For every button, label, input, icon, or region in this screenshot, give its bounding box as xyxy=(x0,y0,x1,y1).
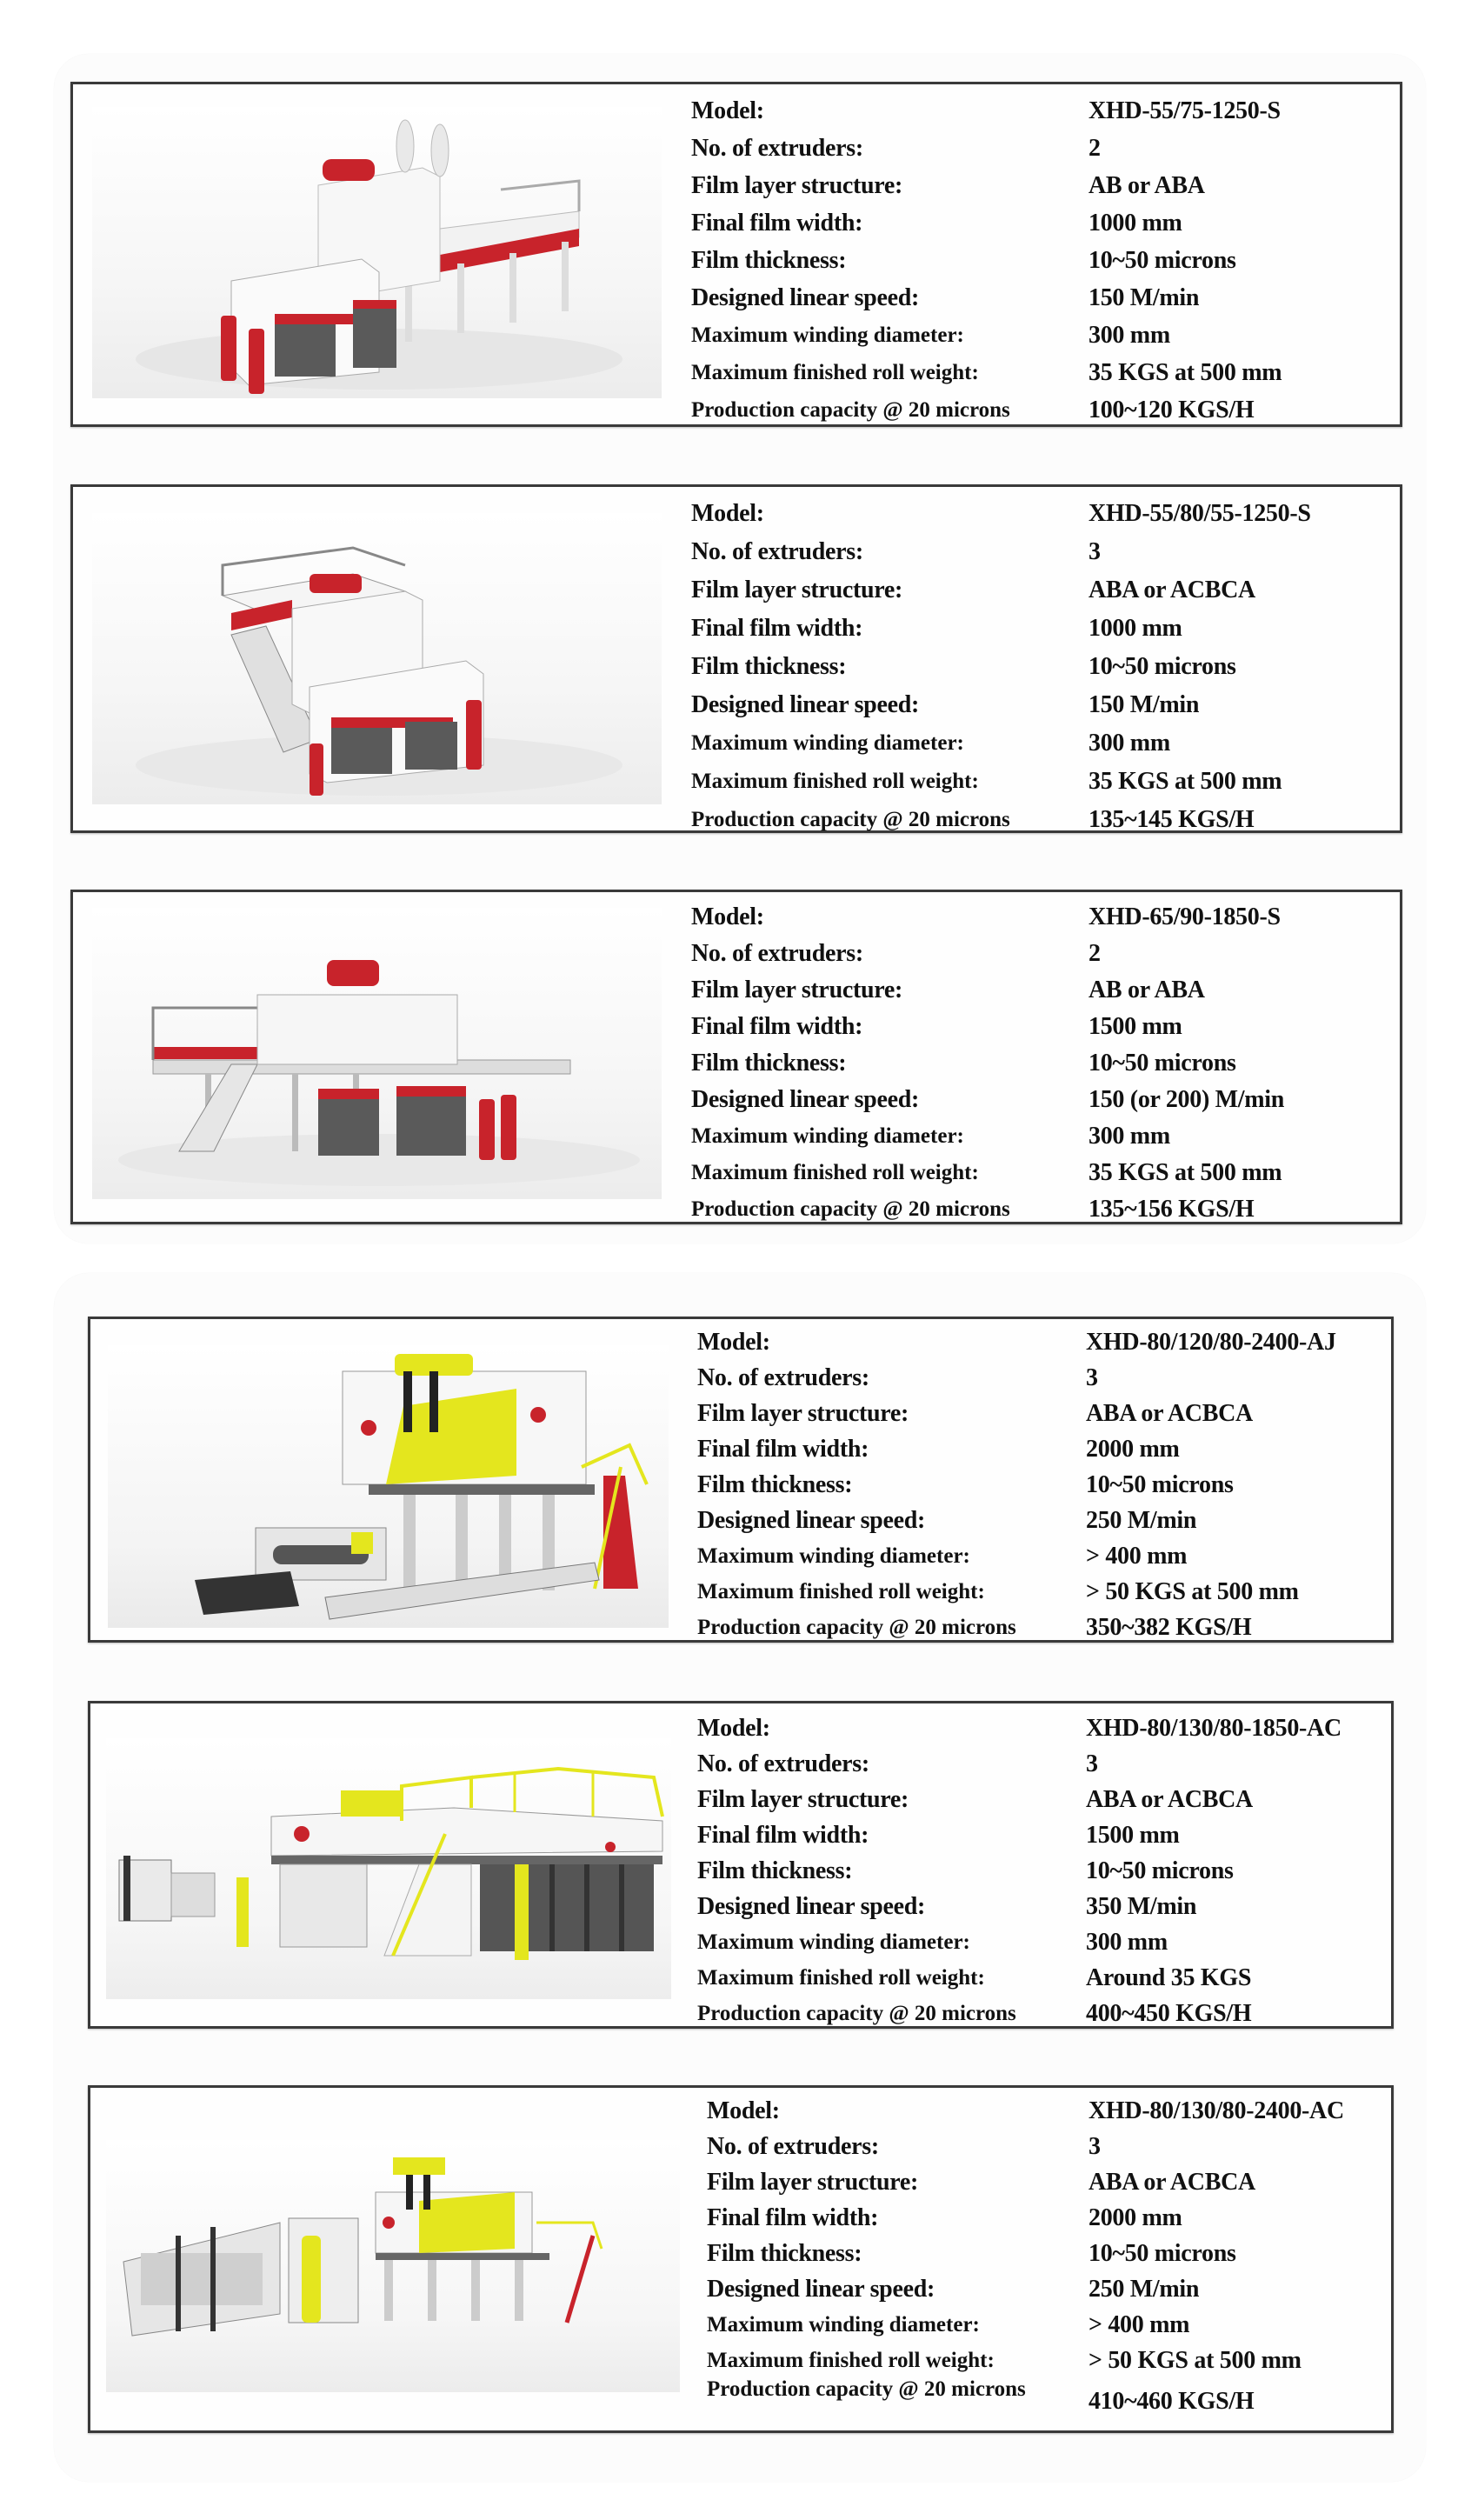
spec-row-extruders xyxy=(697,1750,1384,1784)
spec-value-extruders: 3 xyxy=(1089,2133,1101,2160)
spec-value-capacity: 135~156 KGS/H xyxy=(1089,1196,1255,1223)
spec-label: No. of extruders: xyxy=(697,1750,869,1777)
spec-table-4 xyxy=(697,1328,1384,1641)
spec-value-capacity: 350~382 KGS/H xyxy=(1086,1614,1252,1641)
spec-label: Model: xyxy=(697,1329,770,1356)
spec-row-winding-diameter xyxy=(697,1542,1384,1577)
spec-value-winding-diameter: 300 mm xyxy=(1086,1929,1168,1956)
blown-film-machine-red-icon xyxy=(92,908,662,1199)
spec-value-model: XHD-80/130/80-2400-AC xyxy=(1089,2097,1344,2124)
spec-row-winding-diameter xyxy=(697,1928,1384,1963)
spec-label: Maximum winding diameter: xyxy=(697,1930,970,1954)
spec-label: Final film width: xyxy=(697,1822,869,1849)
blown-film-machine-red-icon xyxy=(92,107,662,398)
spec-label: Production capacity @ 20 microns xyxy=(697,1616,1016,1639)
spec-value-winding-diameter: > 400 mm xyxy=(1089,2311,1190,2338)
spec-row-roll-weight xyxy=(697,1963,1384,1998)
spec-row-capacity xyxy=(691,1195,1387,1230)
spec-label: Designed linear speed: xyxy=(691,284,919,311)
spec-table-5 xyxy=(697,1714,1384,2027)
spec-row-film-thickness xyxy=(707,2239,1385,2274)
spec-value-winding-diameter: > 400 mm xyxy=(1086,1543,1188,1570)
spec-label: Film thickness: xyxy=(697,1471,853,1498)
machine-spec-box-5 xyxy=(88,1701,1394,2029)
spec-row-film-width xyxy=(691,614,1387,649)
spec-table-2 xyxy=(691,499,1387,833)
spec-value-extruders: 2 xyxy=(1089,135,1101,162)
spec-row-model xyxy=(691,499,1387,534)
spec-value-linear-speed: 150 M/min xyxy=(1089,691,1200,718)
spec-row-film-width xyxy=(691,209,1387,243)
spec-value-extruders: 3 xyxy=(1086,1750,1098,1777)
spec-row-winding-diameter xyxy=(691,729,1387,763)
spec-value-extruders: 2 xyxy=(1089,940,1101,967)
machine-image-6 xyxy=(106,2140,680,2392)
spec-value-film-width: 2000 mm xyxy=(1086,1436,1180,1463)
spec-value-film-width: 1500 mm xyxy=(1089,1013,1182,1040)
spec-label: Film thickness: xyxy=(707,2240,862,2267)
spec-value-film-width: 2000 mm xyxy=(1089,2204,1182,2231)
spec-label: Maximum winding diameter: xyxy=(697,1544,970,1568)
spec-row-film-thickness xyxy=(691,246,1387,281)
spec-row-model xyxy=(691,903,1387,937)
spec-value-layer-structure: ABA or ACBCA xyxy=(1089,577,1255,603)
spec-label: No. of extruders: xyxy=(691,135,863,162)
spec-label: Maximum winding diameter: xyxy=(691,323,964,347)
spec-row-layer-structure xyxy=(697,1785,1384,1820)
spec-value-layer-structure: AB or ABA xyxy=(1089,172,1205,199)
spec-label: Maximum finished roll weight: xyxy=(691,361,979,384)
spec-label: Final film width: xyxy=(691,210,863,237)
spec-label: Film thickness: xyxy=(691,653,847,680)
spec-value-linear-speed: 350 M/min xyxy=(1086,1893,1197,1920)
spec-label: Film thickness: xyxy=(691,1050,847,1077)
spec-table-3 xyxy=(691,903,1387,1223)
spec-row-linear-speed xyxy=(691,690,1387,725)
spec-row-film-thickness xyxy=(697,1470,1384,1505)
spec-value-film-thickness: 10~50 microns xyxy=(1086,1857,1234,1884)
machine-spec-box-4 xyxy=(88,1317,1394,1643)
spec-label: Production capacity @ 20 microns xyxy=(707,2377,1026,2401)
machine-image-1 xyxy=(92,107,662,398)
spec-label: Final film width: xyxy=(691,615,863,642)
spec-row-roll-weight xyxy=(691,1158,1387,1193)
spec-value-film-thickness: 10~50 microns xyxy=(1089,247,1236,274)
spec-label: No. of extruders: xyxy=(707,2133,879,2160)
spec-value-linear-speed: 250 M/min xyxy=(1089,2276,1200,2303)
spec-value-film-thickness: 10~50 microns xyxy=(1086,1471,1234,1498)
machine-image-4 xyxy=(108,1345,669,1628)
spec-value-linear-speed: 150 M/min xyxy=(1089,284,1200,311)
spec-value-roll-weight: 35 KGS at 500 mm xyxy=(1089,768,1282,795)
spec-value-film-thickness: 10~50 microns xyxy=(1089,2240,1236,2267)
spec-row-extruders xyxy=(707,2132,1385,2167)
spec-label: Maximum winding diameter: xyxy=(707,2313,980,2337)
spec-row-layer-structure xyxy=(697,1399,1384,1434)
spec-row-layer-structure xyxy=(691,576,1387,610)
spec-value-roll-weight: 35 KGS at 500 mm xyxy=(1089,1159,1282,1186)
spec-row-linear-speed xyxy=(697,1506,1384,1541)
spec-label: Model: xyxy=(707,2097,780,2124)
spec-value-extruders: 3 xyxy=(1089,538,1101,565)
spec-label: Maximum finished roll weight: xyxy=(707,2349,995,2372)
spec-label: Final film width: xyxy=(697,1436,869,1463)
spec-label: Maximum finished roll weight: xyxy=(691,770,979,793)
stretch-cling-machine-yellow-icon xyxy=(106,2140,680,2392)
spec-label: Maximum finished roll weight: xyxy=(691,1161,979,1184)
spec-row-film-width xyxy=(707,2203,1385,2238)
spec-value-linear-speed: 250 M/min xyxy=(1086,1507,1197,1534)
spec-label: Maximum finished roll weight: xyxy=(697,1580,985,1603)
spec-row-linear-speed xyxy=(691,283,1387,318)
spec-value-layer-structure: AB or ABA xyxy=(1089,977,1205,1003)
spec-label: Film layer structure: xyxy=(697,1400,909,1427)
spec-label: Designed linear speed: xyxy=(691,691,919,718)
spec-value-winding-diameter: 300 mm xyxy=(1089,1123,1170,1150)
spec-label: Final film width: xyxy=(707,2204,879,2231)
spec-row-layer-structure xyxy=(707,2168,1385,2203)
spec-value-winding-diameter: 300 mm xyxy=(1089,322,1170,349)
spec-value-capacity: 100~120 KGS/H xyxy=(1089,397,1255,423)
spec-label: Model: xyxy=(691,500,764,527)
spec-row-capacity xyxy=(697,1613,1384,1648)
spec-value-model: XHD-55/75-1250-S xyxy=(1089,97,1281,124)
spec-row-winding-diameter xyxy=(691,321,1387,356)
spec-row-extruders xyxy=(691,134,1387,169)
blown-film-machine-red-icon xyxy=(92,513,662,804)
spec-label: Production capacity @ 20 microns xyxy=(697,2002,1016,2025)
spec-row-roll-weight xyxy=(691,358,1387,393)
machine-image-5 xyxy=(106,1738,671,1999)
spec-label: Designed linear speed: xyxy=(697,1893,925,1920)
spec-value-model: XHD-80/120/80-2400-AJ xyxy=(1086,1329,1336,1356)
spec-row-film-thickness xyxy=(691,652,1387,687)
machine-spec-box-2 xyxy=(70,484,1402,833)
machine-spec-box-6 xyxy=(88,2085,1394,2433)
spec-row-layer-structure xyxy=(691,976,1387,1010)
spec-value-model: XHD-55/80/55-1250-S xyxy=(1089,500,1311,527)
spec-table-6 xyxy=(707,2097,1385,2427)
spec-value-model: XHD-65/90-1850-S xyxy=(1089,903,1281,930)
spec-row-linear-speed xyxy=(691,1085,1387,1120)
spec-row-model xyxy=(707,2097,1385,2131)
spec-label: Model: xyxy=(691,903,764,930)
machine-spec-box-1 xyxy=(70,82,1402,427)
spec-value-roll-weight: > 50 KGS at 500 mm xyxy=(1086,1578,1299,1605)
spec-value-capacity: 410~460 KGS/H xyxy=(1089,2388,1255,2415)
spec-row-model xyxy=(697,1328,1384,1363)
spec-label: Production capacity @ 20 microns xyxy=(691,808,1010,831)
spec-value-roll-weight: Around 35 KGS xyxy=(1086,1964,1252,1991)
spec-label: Film layer structure: xyxy=(707,2169,919,2196)
spec-value-extruders: 3 xyxy=(1086,1364,1098,1391)
spec-label: Model: xyxy=(691,97,764,124)
spec-row-capacity xyxy=(697,1999,1384,2034)
spec-row-capacity xyxy=(691,396,1387,430)
spec-label: Production capacity @ 20 microns xyxy=(691,1197,1010,1221)
stretch-cling-machine-yellow-icon xyxy=(108,1345,669,1628)
spec-table-1 xyxy=(691,97,1387,423)
spec-row-linear-speed xyxy=(707,2275,1385,2310)
spec-value-roll-weight: > 50 KGS at 500 mm xyxy=(1089,2347,1302,2374)
spec-row-capacity xyxy=(691,805,1387,840)
spec-row-film-width xyxy=(697,1821,1384,1856)
spec-label: Film layer structure: xyxy=(697,1786,909,1813)
spec-row-layer-structure xyxy=(691,171,1387,206)
spec-row-linear-speed xyxy=(697,1892,1384,1927)
spec-label: Film layer structure: xyxy=(691,977,903,1003)
spec-row-model xyxy=(691,97,1387,131)
spec-row-winding-diameter xyxy=(691,1122,1387,1157)
spec-row-film-width xyxy=(691,1012,1387,1047)
spec-label: Model: xyxy=(697,1715,770,1742)
spec-value-film-width: 1000 mm xyxy=(1089,615,1182,642)
spec-label: Film thickness: xyxy=(697,1857,853,1884)
spec-row-winding-diameter xyxy=(707,2310,1385,2345)
spec-value-film-width: 1000 mm xyxy=(1089,210,1182,237)
spec-value-film-width: 1500 mm xyxy=(1086,1822,1180,1849)
spec-value-layer-structure: ABA or ACBCA xyxy=(1086,1786,1253,1813)
spec-label: Production capacity @ 20 microns xyxy=(691,398,1010,422)
spec-row-roll-weight xyxy=(707,2346,1385,2381)
spec-value-capacity: 400~450 KGS/H xyxy=(1086,2000,1252,2027)
spec-label: Film layer structure: xyxy=(691,172,903,199)
spec-row-extruders xyxy=(691,537,1387,572)
spec-row-film-thickness xyxy=(691,1049,1387,1083)
spec-value-layer-structure: ABA or ACBCA xyxy=(1089,2169,1255,2196)
spec-label: No. of extruders: xyxy=(697,1364,869,1391)
spec-row-extruders xyxy=(691,939,1387,974)
spec-label: Film thickness: xyxy=(691,247,847,274)
machine-spec-box-3 xyxy=(70,890,1402,1224)
spec-value-film-thickness: 10~50 microns xyxy=(1089,1050,1236,1077)
spec-label: Final film width: xyxy=(691,1013,863,1040)
spec-value-linear-speed: 150 (or 200) M/min xyxy=(1089,1086,1285,1113)
spec-row-roll-weight xyxy=(697,1577,1384,1612)
spec-row-film-thickness xyxy=(697,1857,1384,1891)
spec-value-layer-structure: ABA or ACBCA xyxy=(1086,1400,1253,1427)
spec-row-capacity xyxy=(707,2377,1385,2418)
machine-image-2 xyxy=(92,513,662,804)
spec-label: Maximum winding diameter: xyxy=(691,731,964,755)
spec-row-roll-weight xyxy=(691,767,1387,802)
spec-label: Designed linear speed: xyxy=(707,2276,935,2303)
stretch-cling-machine-yellow-icon xyxy=(106,1738,671,1999)
spec-value-model: XHD-80/130/80-1850-AC xyxy=(1086,1715,1342,1742)
spec-label: Maximum winding diameter: xyxy=(691,1124,964,1148)
machine-image-3 xyxy=(92,908,662,1199)
spec-row-extruders xyxy=(697,1363,1384,1398)
spec-value-roll-weight: 35 KGS at 500 mm xyxy=(1089,359,1282,386)
spec-value-film-thickness: 10~50 microns xyxy=(1089,653,1236,680)
spec-value-capacity: 135~145 KGS/H xyxy=(1089,806,1255,833)
spec-label: No. of extruders: xyxy=(691,940,863,967)
spec-label: Designed linear speed: xyxy=(697,1507,925,1534)
spec-label: Maximum finished roll weight: xyxy=(697,1966,985,1990)
spec-row-model xyxy=(697,1714,1384,1749)
spec-row-film-width xyxy=(697,1435,1384,1470)
spec-value-winding-diameter: 300 mm xyxy=(1089,730,1170,757)
spec-label: Film layer structure: xyxy=(691,577,903,603)
spec-label: Designed linear speed: xyxy=(691,1086,919,1113)
spec-label: No. of extruders: xyxy=(691,538,863,565)
